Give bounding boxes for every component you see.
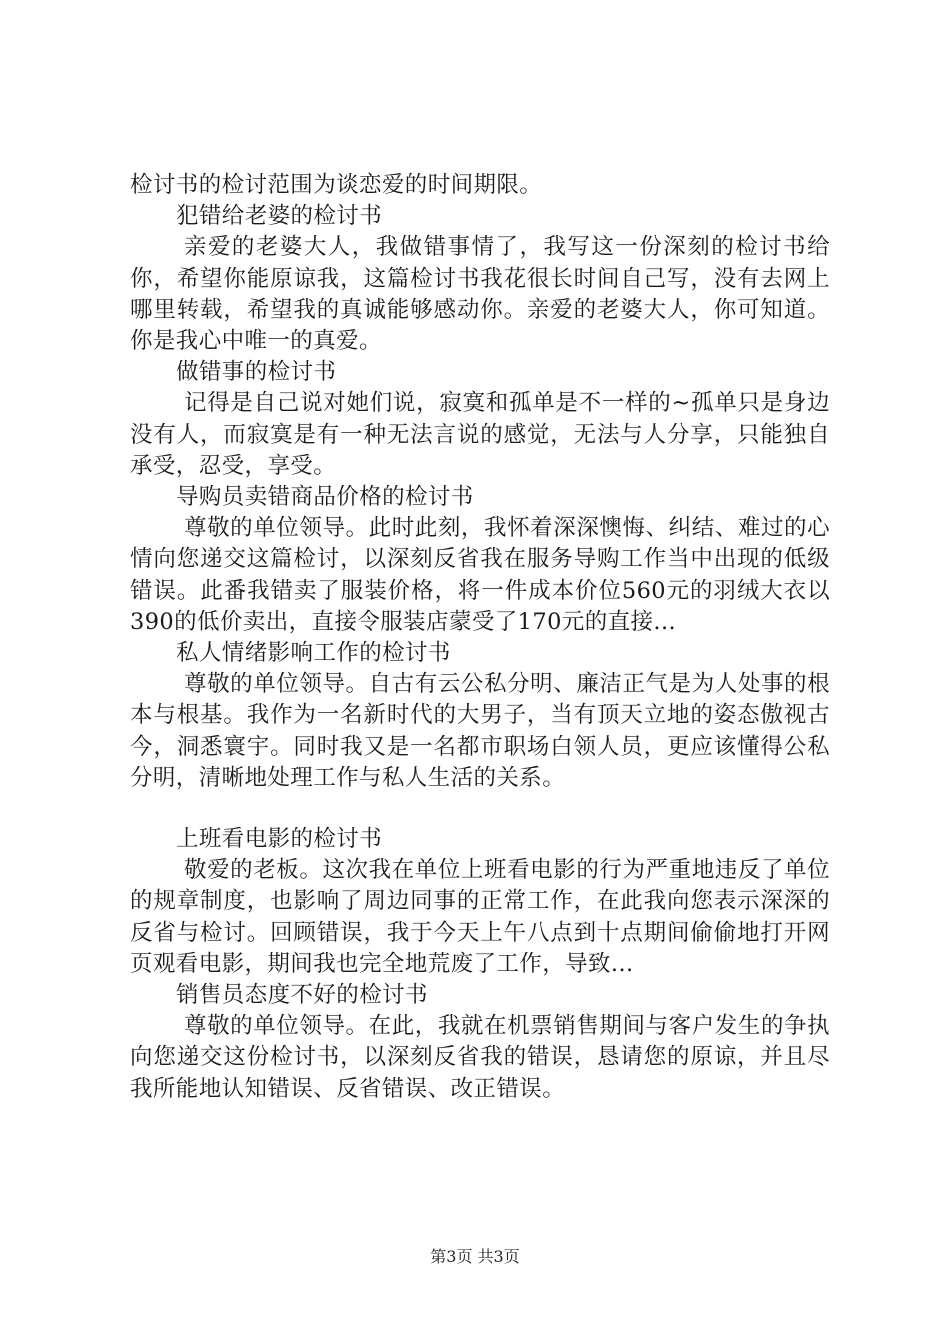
section-paragraph: 尊敬的单位领导。自古有云公私分明、廉洁正气是为人处事的根本与根基。我作为一名新时代的大男子，当有顶天立地的姿态傲视古今，洞悉寰宇。同时我又是一名都市职场白领人员，更应该懂得公私分明，清晰地处理工作与私人生活的关系。 [130,671,830,791]
section-paragraph: 亲爱的老婆大人，我做错事情了，我写这一份深刻的检讨书给你，希望你能原谅我，这篇检讨书我花很长时间自己写，没有去网上哪里转载，希望我的真诚能够感动你。亲爱的老婆大人，你可知道。你是我心中唯一的真爱。 [130,234,830,355]
section-heading: 销售员态度不好的检讨书 [176,982,428,1009]
section-paragraph: 尊敬的单位领导。此时此刻，我怀着深深懊悔、纠结、难过的心情向您递交这篇检讨，以深刻反省我在服务导购工作当中出现的低级错误。此番我错卖了服装价格，将一件成本价位560元的羽绒大衣以390的低价卖出，直接令服装店蒙受了170元的直接... [130,515,830,635]
section-paragraph: 敬爱的老板。这次我在单位上班看电影的行为严重地违反了单位的规章制度，也影响了周边同事的正常工作，在此我向您表示深深的反省与检讨。回顾错误，我于今天上午八点到十点期间偷偷地打开网页观看电影，期间我也完全地荒废了工作，导致... [130,857,830,977]
page-number-footer: 第3页 共3页 [430,1247,520,1266]
section-paragraph: 尊敬的单位领导。在此，我就在机票销售期间与客户发生的争执向您递交这份检讨书，以深刻反省我的错误，恳请您的原谅，并且尽我所能地认知错误、反省错误、改正错误。 [130,1013,830,1102]
section-heading: 导购员卖错商品价格的检讨书 [176,484,474,511]
section-heading: 犯错给老婆的检讨书 [176,203,383,230]
section-paragraph: 记得是自己说对她们说，寂寞和孤单是不一样的~孤单只是身边没有人，而寂寞是有一种无法言说的感觉，无法与人分享，只能独自承受，忍受，享受。 [130,390,830,479]
paragraph-gap [130,794,830,824]
section-heading: 做错事的检讨书 [176,359,337,386]
document-body [130,170,830,1105]
section-heading: 上班看电影的检讨书 [176,826,383,853]
paragraph-continuation: 检讨书的检讨范围为谈恋爱的时间期限。 [130,172,543,198]
section-heading: 私人情绪影响工作的检讨书 [176,640,451,667]
